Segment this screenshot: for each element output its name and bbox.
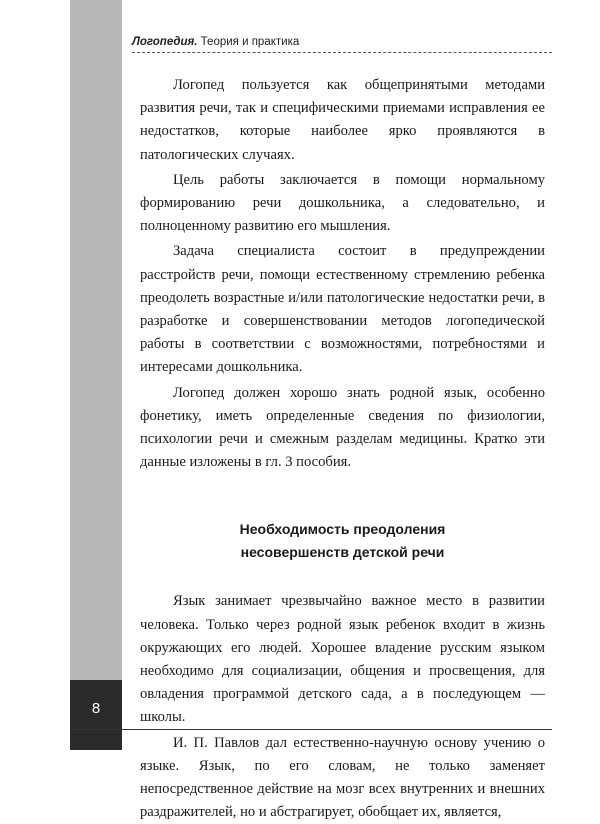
- paragraph: Логопед должен хорошо знать родной язык, особенно фонетику, иметь определенные сведения по физиологии, психологии речи и смежным разделам медицины. Кратко эти данные изложены в гл. 3 пособия.: [140, 384, 545, 471]
- page-number: 8: [91, 700, 101, 717]
- paragraph: Язык занимает чрезвычайно важное место в развитии человека. Только через родной язык ребенок входит в жизнь окружающих его людей. Хорошее владение русским языком необходимо для социализации, общения и просвещения, для овладения программой детского сада, а в последующем — школы.: [140, 593, 545, 726]
- section-heading-line: Необходимость преодоления: [239, 521, 446, 538]
- paragraph: Цель работы заключается в помощи нормальному формированию речи дошкольника, а следовательно, и полноценному развитию его мышления.: [140, 171, 545, 235]
- footer-rule: [70, 729, 552, 730]
- section-heading: [140, 518, 545, 564]
- header-title-bold: Логопедия.: [132, 36, 198, 48]
- paragraph: Логопед пользуется как общепринятыми методами развития речи, так и специфическими приемами исправления ее недостатков, которые наиболее ярко проявляются в патологических случаях.: [140, 77, 545, 163]
- section-heading-line: несовершенств детской речи: [240, 544, 445, 561]
- page-body: [140, 74, 545, 824]
- paragraph: Задача специалиста состоит в предупреждении расстройств речи, помощи естественному стремлению ребенка преодолеть возрастные и/или патологические недостатки речи, в разработке и совершенствовании методов логопедической работы в соответствии с возможностями, потребностями и интересами дошкольника.: [140, 243, 545, 376]
- running-header: [132, 36, 552, 48]
- header-divider: [132, 52, 552, 53]
- header-title-rest: Теория и практика: [197, 36, 300, 48]
- paragraph: И. П. Павлов дал естественно-научную основу учению о языке. Язык, по его словам, не только заменяет непосредственное действие на мозг всех внутренних и внешних раздражителей, но и абстрагирует, обобщает их, является,: [140, 734, 545, 821]
- page-sidebar-band: [70, 0, 122, 750]
